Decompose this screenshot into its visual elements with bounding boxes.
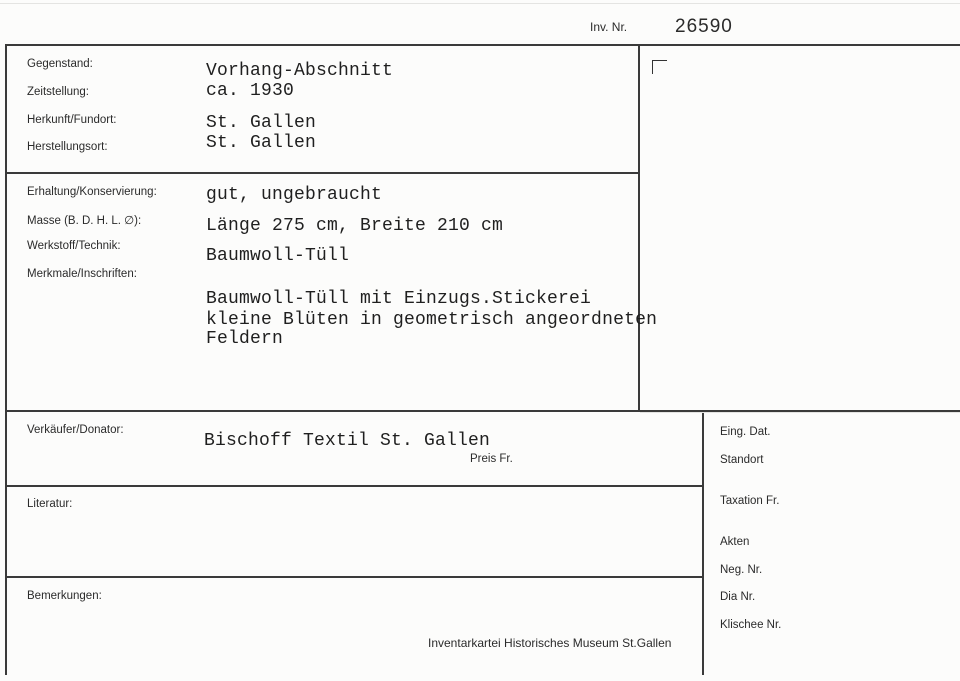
erhaltung-value: gut, ungebraucht bbox=[206, 185, 383, 205]
seller-label: Verkäufer/Donator: bbox=[27, 424, 124, 436]
left-border bbox=[5, 44, 7, 675]
werkstoff-value: Baumwoll-Tüll bbox=[206, 246, 350, 266]
seller-section-divider bbox=[5, 485, 703, 487]
photo-box-bottom-faint bbox=[640, 412, 960, 413]
photo-corner-mark bbox=[652, 60, 667, 74]
herstellungsort-label: Herstellungsort: bbox=[27, 141, 108, 153]
card-top-edge bbox=[0, 3, 960, 4]
erhaltung-label: Erhaltung/Konservierung: bbox=[27, 186, 157, 198]
herkunft-value: St. Gallen bbox=[206, 113, 317, 133]
description-line-1: Baumwoll-Tüll mit Einzugs.Stickerei bbox=[206, 289, 592, 309]
eing-dat-label: Eing. Dat. bbox=[720, 426, 771, 438]
taxation-label: Taxation Fr. bbox=[720, 495, 780, 507]
gegenstand-value: Vorhang-Abschnitt bbox=[206, 61, 394, 81]
herkunft-label: Herkunft/Fundort: bbox=[27, 114, 117, 126]
masse-value: Länge 275 cm, Breite 210 cm bbox=[206, 216, 504, 236]
akten-label: Akten bbox=[720, 536, 750, 548]
herstellungsort-value: St. Gallen bbox=[206, 133, 317, 153]
zeitstellung-value: ca. 1930 bbox=[206, 81, 295, 101]
neg-nr-label: Neg. Nr. bbox=[720, 564, 763, 576]
literature-section-divider bbox=[5, 576, 703, 578]
description-line-3: Feldern bbox=[206, 329, 284, 349]
gegenstand-label: Gegenstand: bbox=[27, 58, 93, 70]
inventory-number-label: Inv. Nr. bbox=[590, 20, 628, 34]
inventory-number: 26590 bbox=[675, 16, 733, 37]
merkmale-label: Merkmale/Inschriften: bbox=[27, 268, 137, 280]
standort-label: Standort bbox=[720, 454, 764, 466]
description-line-2: kleine Blüten in geometrisch angeordneten bbox=[206, 310, 658, 330]
object-section-divider bbox=[5, 172, 639, 174]
photo-box-divider bbox=[638, 44, 640, 411]
price-label: Preis Fr. bbox=[470, 453, 513, 465]
dia-nr-label: Dia Nr. bbox=[720, 591, 756, 603]
header-divider bbox=[5, 44, 960, 46]
right-column-divider bbox=[702, 410, 704, 675]
literature-label: Literatur: bbox=[27, 498, 73, 510]
klischee-nr-label: Klischee Nr. bbox=[720, 619, 782, 631]
masse-label: Masse (B. D. H. L. ∅): bbox=[27, 215, 142, 227]
zeitstellung-label: Zeitstellung: bbox=[27, 86, 90, 98]
werkstoff-label: Werkstoff/Technik: bbox=[27, 240, 121, 252]
remarks-label: Bemerkungen: bbox=[27, 590, 102, 602]
seller-value: Bischoff Textil St. Gallen bbox=[204, 431, 491, 451]
institution-footer: Inventarkartei Historisches Museum St.Gallen bbox=[428, 636, 672, 650]
